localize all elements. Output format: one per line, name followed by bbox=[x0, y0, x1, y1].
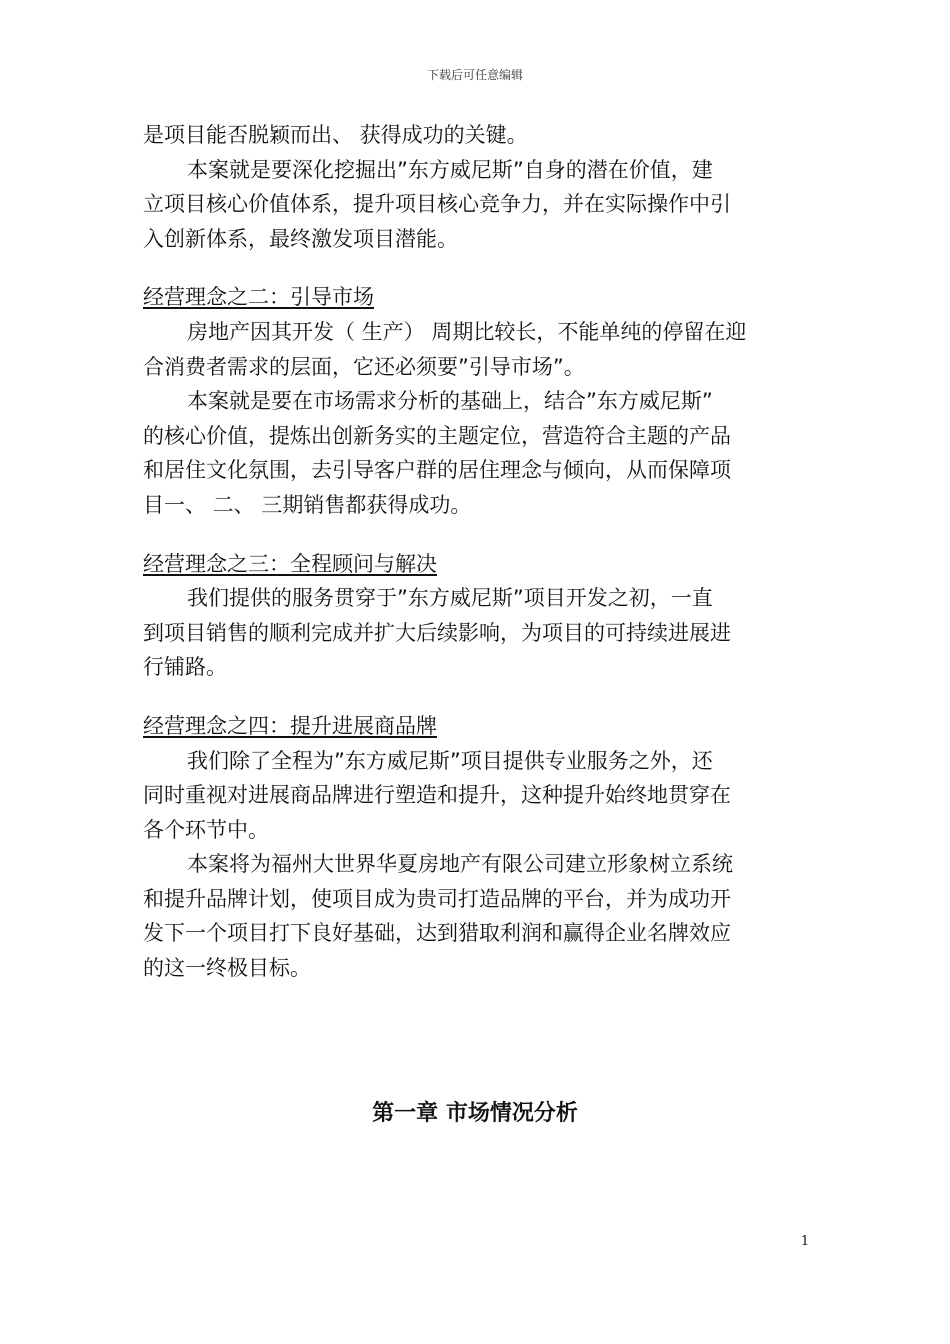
paragraph-line: 入创新体系，最终激发项目潜能。 bbox=[143, 226, 458, 251]
paragraph-line: 目一、 二、 三期销售都获得成功。 bbox=[143, 492, 472, 517]
paragraph-line: 发下一个项目打下良好基础，达到猎取利润和赢得企业名牌效应 bbox=[143, 921, 731, 946]
paragraph-line: 是项目能否脱颖而出、 获得成功的关键。 bbox=[143, 123, 528, 147]
section-gap bbox=[143, 523, 807, 547]
paragraph-line: 我们提供的服务贯穿于”东方威尼斯”项目开发之初，一直 bbox=[187, 586, 713, 611]
section-heading-concept-2: 经营理念之二：引导市场 bbox=[143, 285, 374, 310]
paragraph-line: 各个环节中。 bbox=[143, 817, 269, 842]
paragraph-line: 行铺路。 bbox=[143, 655, 227, 680]
paragraph-line: 的核心价值，提炼出创新务实的主题定位，营造符合主题的产品 bbox=[143, 423, 731, 448]
paragraph-line: 到项目销售的顺利完成并扩大后续影响，为项目的可持续进展进 bbox=[143, 620, 731, 645]
paragraph-line: 合消费者需求的层面，它还必须要”引导市场”。 bbox=[143, 354, 585, 379]
paragraph-line: 同时重视对进展商品牌进行塑造和提升，这种提升始终地贯穿在 bbox=[143, 783, 731, 808]
section-gap bbox=[143, 685, 807, 709]
header-note: 下载后可任意编辑 bbox=[426, 68, 523, 82]
paragraph-line: 本案就是要在市场需求分析的基础上，结合”东方威尼斯” bbox=[187, 389, 713, 414]
document-body bbox=[143, 118, 807, 986]
page-number: 1 bbox=[800, 1234, 810, 1249]
paragraph-line: 房地产因其开发（ 生产） 周期比较长，不能单纯的停留在迎 bbox=[187, 319, 747, 344]
paragraph-line: 本案就是要深化挖掘出”东方威尼斯”自身的潜在价值，建 bbox=[187, 157, 713, 182]
paragraph-line: 我们除了全程为”东方威尼斯”项目提供专业服务之外，还 bbox=[187, 748, 713, 773]
paragraph-line: 的这一终极目标。 bbox=[143, 956, 311, 981]
chapter-title: 第一章 市场情况分析 bbox=[372, 1101, 578, 1126]
section-gap bbox=[143, 256, 807, 280]
section-heading-concept-3: 经营理念之三：全程顾问与解决 bbox=[143, 551, 437, 576]
section-heading-concept-4: 经营理念之四：提升进展商品牌 bbox=[143, 713, 437, 738]
paragraph-line: 和提升品牌计划，使项目成为贵司打造品牌的平台，并为成功开 bbox=[143, 886, 731, 911]
paragraph-line: 立项目核心价值体系，提升项目核心竞争力，并在实际操作中引 bbox=[143, 192, 731, 217]
paragraph-line: 和居住文化氛围，去引导客户群的居住理念与倾向，从而保障项 bbox=[143, 458, 731, 483]
paragraph-line: 本案将为福州大世界华夏房地产有限公司建立形象树立系统 bbox=[187, 852, 733, 877]
